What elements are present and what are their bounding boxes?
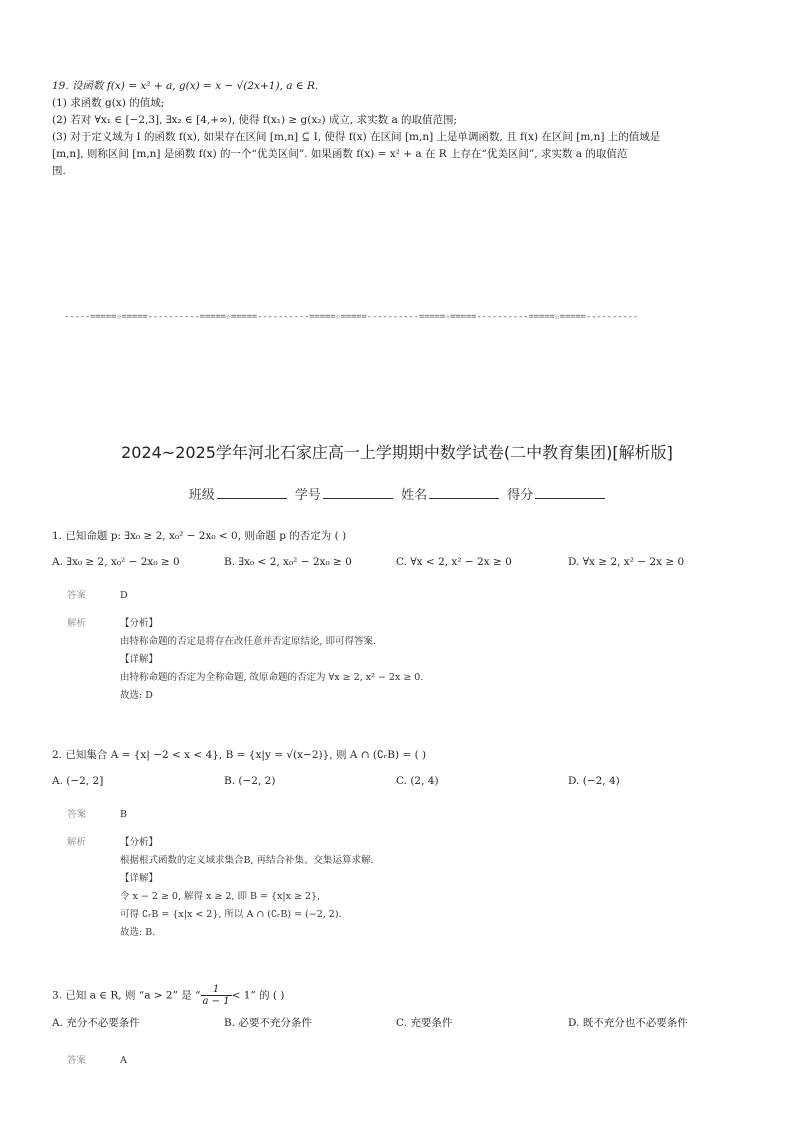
q2-stem: 2. 已知集合 A = {x| −2 < x < 4}, B = {x|y = √(x−2)}, 则 A ∩ (∁ᵣB) = ( ): [52, 749, 427, 761]
question-3: [52, 984, 752, 1033]
q2-analysis-4: 可得 ∁ᵣB = {x|x < 2}, 所以 A ∩ (∁ᵣB) = (−2, 2).: [120, 909, 342, 920]
q2-analysis-3: 令 x − 2 ≥ 0, 解得 x ≥ 2, 即 B = {x|x ≥ 2},: [120, 891, 321, 902]
q2-answer-label: 答案: [67, 809, 87, 820]
q2-analysis-0: 【分析】: [120, 837, 159, 848]
q3-stem: [52, 984, 752, 1007]
q3-answer: A: [120, 1055, 127, 1066]
q19-line-3: (2) 若对 ∀x₁ ∈ [−2,3], ∃x₂ ∈ [4,+∞), 使得 f(x₁) ≥ g(x₂) 成立, 求实数 a 的取值范围;: [52, 114, 458, 126]
q3-option-b: B. 必要不充分条件: [224, 1017, 312, 1029]
q2-analysis-1: 根据根式函数的定义域求集合B, 再结合补集、交集运算求解.: [120, 855, 374, 866]
q19-line-4: (3) 对于定义域为 I 的函数 f(x), 如果存在区间 [m,n] ⊆ I, 使得 f(x) 在区间 [m,n] 上是单调函数, 且 f(x) 在区间 [m,n] 上的值域是: [52, 131, 661, 143]
q1-option-a: A. ∃x₀ ≥ 2, x₀² − 2x₀ ≥ 0: [52, 556, 180, 568]
score-label: 得分: [507, 488, 534, 503]
q3-option-c: C. 充要条件: [396, 1017, 453, 1029]
q2-option-c: C. (2, 4): [396, 775, 439, 787]
q1-stem: 1. 已知命题 p: ∃x₀ ≥ 2, x₀² − 2x₀ < 0, 则命题 p 的否定为 ( ): [52, 530, 347, 542]
q3-options: [52, 1015, 752, 1033]
q1-answer: D: [120, 590, 128, 601]
class-label: 班级: [188, 488, 215, 503]
q2-options: [52, 775, 752, 793]
q2-analysis-5: 故选: B.: [120, 927, 156, 938]
q2-option-d: D. (−2, 4): [568, 775, 620, 787]
q19-line-6: 围.: [52, 165, 66, 177]
q19-line-1: 19. 设函数 f(x) = x² + a, g(x) = x − √(2x+1), a ∈ R.: [52, 80, 319, 92]
class-field: [189, 484, 287, 503]
name-label: 姓名: [401, 488, 428, 503]
question-1: [52, 528, 752, 574]
name-field: [401, 484, 499, 503]
section-divider: -----=====☆=====----------=====☆=====----------=====☆=====----------=====☆=====----------=====☆=====----------: [64, 312, 639, 322]
q19-line-5: [m,n], 则称区间 [m,n] 是函数 f(x) 的一个“优美区间”. 如果函数 f(x) = x² + a 在 R 上存在“优美区间”, 求实数 a 的取值范: [52, 148, 628, 160]
q3-stem-start: 3. 已知 a ∈ R, 则 “a > 2” 是 “: [52, 989, 201, 1002]
q19-line-2: (1) 求函数 g(x) 的值域;: [52, 97, 165, 109]
id-field: [295, 484, 393, 503]
q2-analysis-2: 【详解】: [120, 873, 159, 884]
q1-option-c: C. ∀x < 2, x² − 2x ≥ 0: [396, 556, 512, 568]
q2-option-a: A. (−2, 2]: [52, 775, 104, 787]
q1-solution: [67, 587, 747, 705]
score-blank[interactable]: [535, 486, 605, 499]
q1-answer-label: 答案: [67, 590, 87, 601]
id-blank[interactable]: [323, 486, 393, 499]
page-title: 2024~2025学年河北石家庄高一上学期期中数学试卷(二中教育集团)[解析版]: [121, 443, 673, 462]
q3-solution: [67, 1052, 747, 1070]
q2-analysis-label: 解析: [67, 837, 87, 848]
q3-option-a: A. 充分不必要条件: [52, 1017, 140, 1029]
q1-analysis-3: 由特称命题的否定为全称命题, 故原命题的否定为 ∀x ≥ 2, x² − 2x ≥ 0.: [120, 672, 424, 683]
name-blank[interactable]: [429, 486, 499, 499]
q1-option-b: B. ∃x₀ < 2, x₀² − 2x₀ ≥ 0: [224, 556, 352, 568]
q2-solution: [67, 806, 747, 942]
q1-options: [52, 556, 752, 574]
question-2: [52, 747, 752, 793]
q2-answer: B: [120, 809, 127, 820]
score-field: [507, 484, 605, 503]
q3-stem-end: < 1” 的 ( ): [231, 989, 285, 1002]
student-info-line: [0, 484, 794, 503]
q3-fraction: [201, 984, 232, 1007]
q1-analysis-2: 【详解】: [120, 654, 159, 665]
id-label: 学号: [294, 488, 321, 503]
q3-fraction-denominator: a − 1: [202, 996, 230, 1007]
q1-analysis-4: 故选: D: [120, 690, 153, 701]
q3-option-d: D. 既不充分也不必要条件: [568, 1017, 688, 1029]
q1-analysis-label: 解析: [67, 618, 87, 629]
q2-option-b: B. (−2, 2): [224, 775, 276, 787]
q3-fraction-numerator: 1: [201, 984, 232, 996]
q1-analysis-1: 由特称命题的否定是将存在改任意并否定原结论, 即可得答案.: [120, 636, 377, 647]
question-19: [52, 78, 742, 180]
q1-analysis-0: 【分析】: [120, 618, 159, 629]
q3-answer-label: 答案: [67, 1055, 87, 1066]
q1-option-d: D. ∀x ≥ 2, x² − 2x ≥ 0: [568, 556, 685, 568]
class-blank[interactable]: [217, 486, 287, 499]
